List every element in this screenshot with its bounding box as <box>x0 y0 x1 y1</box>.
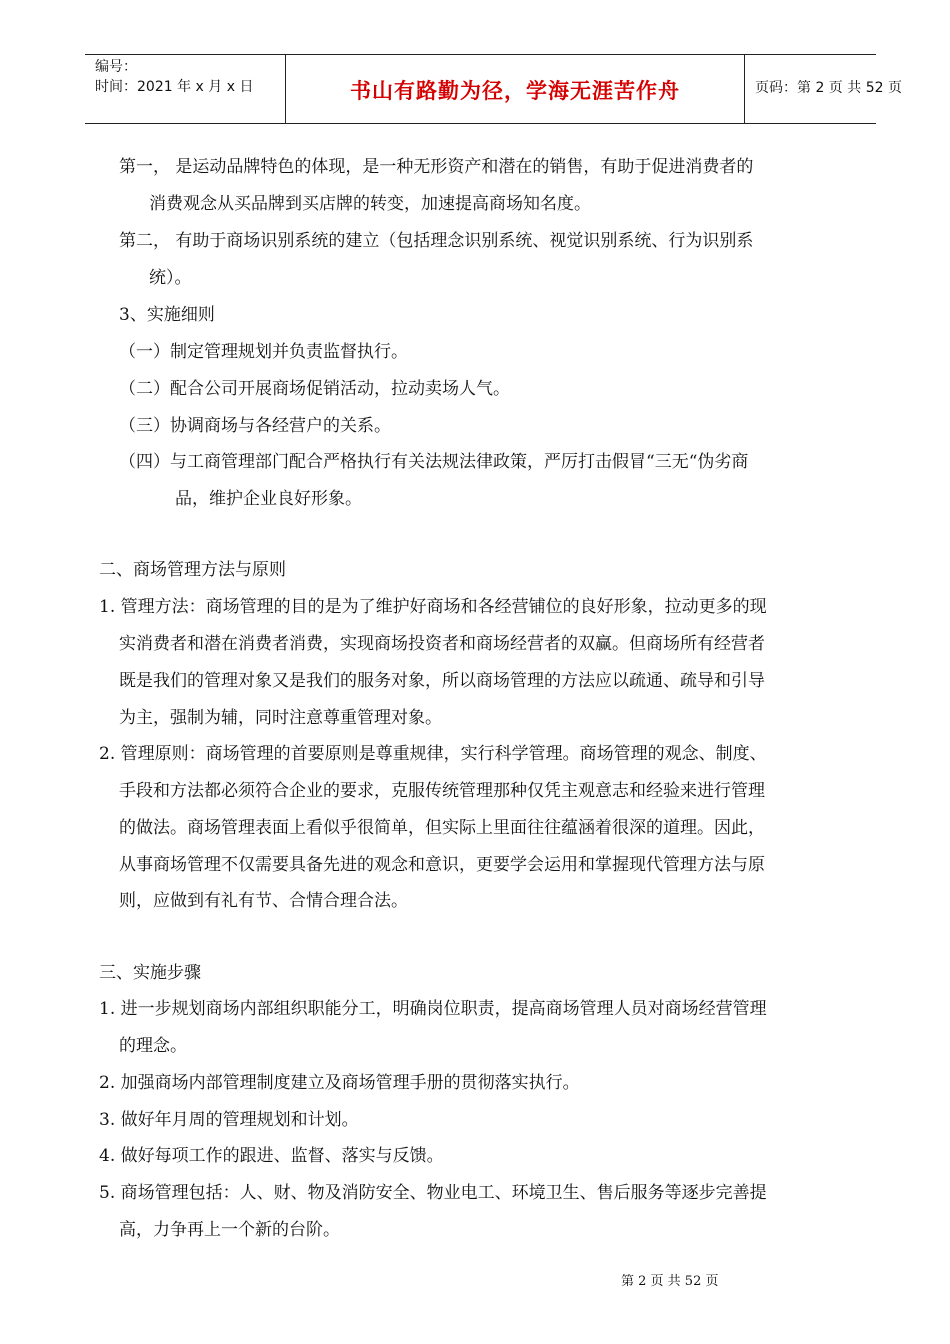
footer-page-number: 第 2 页 共 52 页 <box>621 1274 719 1289</box>
list-item: （二）配合公司开展商场促销活动，拉动卖场人气。 <box>119 379 510 399</box>
number-label: 编号： <box>95 59 137 75</box>
paragraph-line: 则，应做到有礼有节、合情合理合法。 <box>119 891 408 911</box>
list-item: （四）与工商管理部门配合严格执行有关法规法律政策，严厉打击假冒“三无“伪劣商 <box>119 452 749 472</box>
header-motto-cell <box>285 55 745 123</box>
list-item: （三）协调商场与各经营户的关系。 <box>119 416 391 436</box>
paragraph-line: 手段和方法都必须符合企业的要求，克服传统管理那种仅凭主观意志和经验来进行管理 <box>119 781 765 801</box>
motto-text: 书山有路勤为径，学海无涯苦作舟 <box>350 79 680 103</box>
document-header <box>85 54 902 124</box>
paragraph-line: 的做法。商场管理表面上看似乎很简单，但实际上里面往往蕴涵着很深的道理。因此， <box>119 818 765 838</box>
list-item-continuation: 高，力争再上一个新的台阶。 <box>119 1220 340 1240</box>
list-item: 1. 进一步规划商场内部组织职能分工，明确岗位职责，提高商场管理人员对商场经营管理 <box>99 999 767 1019</box>
paragraph-line: 实消费者和潜在消费者消费，实现商场投资者和商场经营者的双赢。但商场所有经营者 <box>119 634 765 654</box>
header-left-cell <box>85 55 285 123</box>
list-item-continuation: 的理念。 <box>119 1036 187 1056</box>
list-item: 2. 加强商场内部管理制度建立及商场管理手册的贯彻落实执行。 <box>99 1073 580 1093</box>
paragraph-line: 第一， 是运动品牌特色的体现，是一种无形资产和潜在的销售，有助于促进消费者的 <box>119 157 754 177</box>
paragraph-line: 2. 管理原则：商场管理的首要原则是尊重规律，实行科学管理。商场管理的观念、制度、 <box>99 744 767 764</box>
paragraph-line: 既是我们的管理对象又是我们的服务对象，所以商场管理的方法应以疏通、疏导和引导 <box>119 671 765 691</box>
paragraph-line: 第二， 有助于商场识别系统的建立（包括理念识别系统、视觉识别系统、行为识别系 <box>119 231 754 251</box>
list-item-continuation: 品，维护企业良好形象。 <box>175 489 362 509</box>
header-right-cell <box>743 55 902 123</box>
list-item: 4. 做好每项工作的跟进、监督、落实与反馈。 <box>99 1146 444 1166</box>
section-heading: 二、商场管理方法与原则 <box>99 560 286 580</box>
section-heading: 3、实施细则 <box>119 305 215 325</box>
page-info: 页码：第 2 页 共 52 页 <box>755 80 902 96</box>
paragraph-line: 统）。 <box>149 268 192 288</box>
list-item: 5. 商场管理包括：人、财、物及消防安全、物业电工、环境卫生、售后服务等逐步完善提 <box>99 1183 767 1203</box>
list-item: （一）制定管理规划并负责监督执行。 <box>119 342 408 362</box>
paragraph-line: 消费观念从买品牌到买店牌的转变，加速提高商场知名度。 <box>149 194 591 214</box>
section-heading: 三、实施步骤 <box>99 963 201 983</box>
paragraph-line: 从事商场管理不仅需要具备先进的观念和意识，更要学会运用和掌握现代管理方法与原 <box>119 855 765 875</box>
paragraph-line: 为主，强制为辅，同时注意尊重管理对象。 <box>119 708 442 728</box>
paragraph-line: 1. 管理方法：商场管理的目的是为了维护好商场和各经营铺位的良好形象，拉动更多的现 <box>99 597 767 617</box>
time-label: 时间：2021 年 x 月 x 日 <box>95 79 254 95</box>
list-item: 3. 做好年月周的管理规划和计划。 <box>99 1110 359 1130</box>
